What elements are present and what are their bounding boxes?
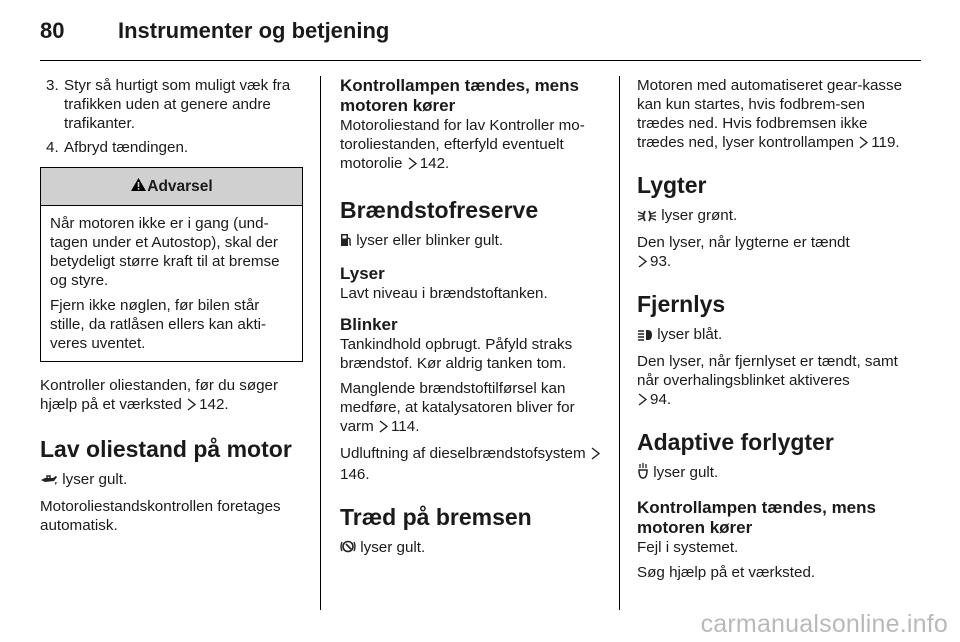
warning-title: Advarsel [147, 178, 213, 195]
list-item [40, 138, 303, 157]
page-ref-icon [407, 156, 418, 175]
warning-box [40, 167, 303, 362]
list-text: Styr så hurtigt som muligt væk fra trafikken uden at genere andre trafikanter. [64, 77, 291, 132]
page-title: Instrumenter og betjening [118, 18, 390, 43]
list-text: Afbryd tændingen. [64, 139, 189, 156]
brake-pedal-icon [340, 539, 356, 559]
page-ref: 142. [199, 396, 229, 413]
paragraph: Motoren med automatiseret gear-kasse kan kun startes, hvis fodbrem-sen trædes ned. Hvis fodbremsen ikke trædes ned, lyser kontrollampen 119. [637, 76, 912, 154]
page-ref-icon [637, 254, 648, 273]
section-heading: Fjernlys [637, 291, 726, 317]
adaptive-light-icon [637, 463, 649, 484]
section-heading: Træd på bremsen [340, 504, 532, 530]
high-beam-icon [637, 327, 653, 346]
paragraph: Lavt niveau i brændstoftanken. [340, 285, 548, 302]
warning-paragraph: Når motoren ikke er i gang (und-tagen under et Autostop), skal der betydeligt større kraft til at bremse og styre. [50, 215, 280, 289]
paragraph: Motoroliestandskontrollen foretages automatisk. [40, 498, 281, 534]
status-line: lyser gult. [340, 538, 605, 559]
page-ref: 119. [871, 134, 900, 151]
column-2 [340, 76, 605, 565]
paragraph: Den lyser, når lygterne er tændt 93. [637, 233, 912, 273]
page-ref-icon [378, 419, 389, 438]
side-lights-icon [637, 208, 657, 227]
paragraph: Manglende brændstoftilførsel kan medføre, at katalysatoren bliver for varm 114. [340, 379, 605, 438]
page-ref-icon [637, 392, 648, 411]
oil-can-icon [40, 472, 58, 491]
column-divider [619, 76, 620, 610]
paragraph: Kontroller oliestanden, før du søger hjælp på et værksted 142. [40, 376, 303, 416]
list-number: 3. [46, 77, 59, 94]
status-line: lyser eller blinker gult. [340, 231, 605, 252]
paragraph: Den lyser, når fjernlyset er tændt, samt når overhalingsblinket aktiveres 94. [637, 352, 912, 411]
section-heading: Lav oliestand på motor [40, 436, 292, 462]
status-line: lyser gult. [40, 470, 303, 491]
page-ref: 94. [650, 391, 672, 408]
column-divider [320, 76, 321, 610]
page-ref: 114. [390, 418, 420, 435]
section-heading: Adaptive forlygter [637, 429, 834, 455]
status-line: lyser grønt. [637, 206, 912, 227]
page-ref-icon [858, 135, 869, 154]
page-number: 80 [40, 18, 65, 43]
status-line: lyser gult. [637, 463, 912, 484]
warning-paragraph: Fjern ikke nøglen, før bilen står stille, da ratlåsen ellers kan akti-veres uventet. [50, 297, 267, 352]
subsection-heading: Kontrollampen tændes, mens motoren kører [637, 498, 876, 537]
page-ref: 93. [650, 253, 672, 270]
subsection-heading: Blinker [340, 315, 398, 334]
page-ref-icon [590, 446, 601, 465]
paragraph: Motoroliestand for lav Kontroller mo-toroliestanden, efterfyld eventuelt motorolie 142. [340, 116, 605, 175]
paragraph: Søg hjælp på et værksted. [637, 564, 816, 581]
subsection-heading: Kontrollampen tændes, mens motoren kører [340, 76, 579, 115]
status-line: lyser blåt. [637, 325, 912, 346]
page-header [40, 14, 920, 54]
paragraph: Tankindhold opbrugt. Påfyld straks brændstof. Kør aldrig tanken tom. [340, 336, 573, 372]
section-heading: Brændstofreserve [340, 197, 539, 223]
header-rule [40, 60, 921, 61]
section-heading: Lygter [637, 172, 707, 198]
page-ref: 142. [419, 155, 450, 172]
paragraph: Udluftning af dieselbrændstofsystem 146. [340, 444, 605, 484]
watermark: carmanualsonline.info [700, 610, 948, 638]
warning-body [41, 206, 302, 361]
paragraph: Fejl i systemet. [637, 539, 739, 556]
subsection-heading: Lyser [340, 264, 385, 283]
steps-list [40, 76, 303, 157]
column-1 [40, 76, 303, 541]
page-ref-icon [186, 397, 197, 416]
page-ref: 146. [340, 466, 370, 483]
warning-triangle-icon [130, 177, 147, 197]
column-3 [637, 76, 912, 588]
list-number: 4. [46, 139, 59, 156]
list-item [40, 76, 303, 133]
fuel-pump-icon [340, 233, 352, 252]
warning-header [41, 168, 302, 206]
